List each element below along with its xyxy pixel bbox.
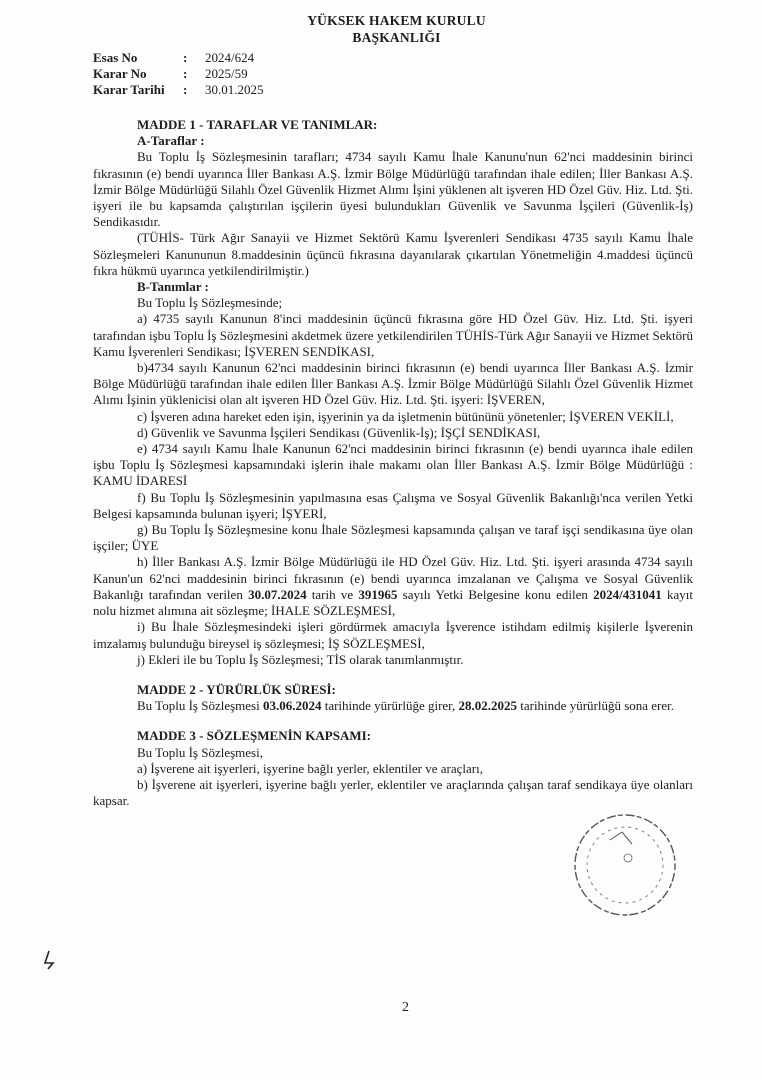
definitions-intro: Bu Toplu İş Sözleşmesinde;: [137, 295, 283, 311]
definition-item: a) 4735 sayılı Kanunun 8'inci maddesinin üçüncü fıkrasına göre HD Özel Güv. Hiz. Ltd. Şti. işyeri tarafından işbu Toplu İş Sözleşmesini akdetmek üzere yetkilendirilen TÜHİS-Türk Ağır Sanayii ve Hizmet Sektörü Kamu İşverenleri Sendikası; İŞVEREN SENDİKASI,: [93, 311, 693, 359]
madde-3-title: MADDE 3 - SÖZLEŞMENİN KAPSAMI:: [137, 728, 372, 744]
registry-number: 2024/431041: [593, 586, 662, 602]
definition-item-i: i) Bu İhale Sözleşmesindeki işleri gördürmek amacıyla İşverence istihdam edilmiş kişilerle İşverenin imzalamış bulunduğu bireysel iş sözleşmesi; İŞ SÖZLEŞMESİ,: [93, 619, 693, 651]
definition-term: İŞVEREN,: [486, 392, 545, 408]
definition-item: b)4734 sayılı Kanunun 62'nci maddesinin birinci fıkrasının (e) bendi uyarınca İller Bankası A.Ş. İzmir Bölge Müdürlüğü tarafından ihale edilen İller Bankası A.Ş. İzmir Bölge Müdürlüğü Silahlı Özel Güvenlik Hizmet Alımı İşinin yüklenicisi olan alt işveren HD Özel Güv. Hiz. Ltd. Şti. işyeri: İŞVEREN,: [93, 360, 693, 408]
definition-item: g) Bu Toplu İş Sözleşmesine konu İhale Sözleşmesi kapsamında çalışan ve taraf işçi sendikasına üye olan işçiler; ÜYE: [93, 522, 693, 554]
definition-term: İŞÇİ SENDİKASI,: [440, 424, 541, 440]
start-date: 03.06.2024: [262, 698, 322, 714]
madde-1-title: MADDE 1 - TARAFLAR VE TANIMLAR:: [137, 117, 378, 132]
end-date: 28.02.2025: [458, 698, 517, 714]
definition-term: İŞVEREN SENDİKASI,: [244, 343, 375, 359]
license-date: 30.07.2024: [248, 586, 307, 602]
meta-sep: :: [183, 66, 188, 81]
paragraph-tuhis-note: (TÜHİS- Türk Ağır Sanayii ve Hizmet Sektörü Kamu İşverenleri Sendikası 4735 sayılı Kamu İhale Sözleşmeleri Kanununun 8.maddesinin üçüncü fıkrasına dayanılarak çıkartılan Yönetmeliğin 4.maddesi üçüncü fıkra hükmü uyarınca yetkilendirilmiştir.): [93, 230, 693, 278]
definition-item: c) İşveren adına hareket eden işin, işyerinin ya da işletmenin bütününü yönetenler; İŞVEREN VEKİLİ,: [137, 408, 674, 424]
definition-item: e) 4734 sayılı Kamu İhale Kanunun 62'nci maddesinin birinci fıkrasının (e) bendi uyarınca ihale edilen işbu Toplu İş Sözleşmesi kapsamındaki işlerin ihale makamı olan İller Bankası A.Ş. İzmir Bölge Müdürlüğü : KAMU İDARESİ: [93, 441, 693, 489]
meta-key: Esas No: [93, 50, 138, 65]
definition-item-j: j) Ekleri ile bu Toplu İş Sözleşmesi; TİS olarak tanımlanmıştır.: [137, 651, 464, 667]
meta-key: Karar Tarihi: [93, 82, 165, 97]
definition-term: İŞVEREN VEKİLİ,: [569, 408, 674, 424]
meta-row-karar: [93, 66, 264, 82]
meta-row-esas: [93, 50, 264, 66]
meta-value: 2024/624: [205, 50, 255, 65]
license-number: 391965: [358, 586, 398, 602]
section-a-title: A-Taraflar :: [137, 133, 205, 149]
definition-item: f) Bu Toplu İş Sözleşmesinin yapılmasına esas Çalışma ve Sosyal Güvenlik Bakanlığı'nca verilen Yetki Belgesi kapsamında bulunan işyeri; İŞYERİ,: [93, 489, 693, 521]
meta-sep: :: [183, 82, 188, 97]
section-b-title: B-Tanımlar :: [137, 279, 209, 295]
paragraph-taraflar: Bu Toplu İş Sözleşmesinin tarafları; 4734 sayılı Kamu İhale Kanunu'nun 62'nci maddesinin birinci fıkrasının (e) bendi uyarınca İller Bankası A.Ş. İzmir Bölge Müdürlüğü tarafından ihale edilen; İller Bankası A.Ş. İzmir Bölge Müdürlüğü Silahlı Özel Güvenlik Hizmet Alımı İşini yüklenen alt işveren HD Özel Güv. Hiz. Ltd. Şti. işyeri ile bu kapsamda çalıştırılan işçilerin üyesi bulundukları Güvenlik ve Savunma İşçileri (Güvenlik-İş) Sendikasıdır.: [93, 149, 693, 230]
meta-key: Karar No: [93, 66, 147, 81]
definition-term: İŞYERİ,: [281, 505, 327, 521]
kapsam-item-a: a) İşverene ait işyerleri, işyerine bağlı yerler, eklentiler ve araçları,: [137, 760, 483, 776]
case-meta: [93, 50, 264, 98]
document-body: [93, 117, 693, 809]
definition-item: d) Güvenlik ve Savunma İşçileri Sendikası (Güvenlik-İş); İŞÇİ SENDİKASI,: [137, 424, 541, 440]
definition-item-h: h) İller Bankası A.Ş. İzmir Bölge Müdürlüğü ile HD Özel Güv. Hiz. Ltd. Şti. işyeri arasında 4734 sayılı Kanun'un 62'nci maddesinin birinci fıkrasının (e) bendi uyarınca imzalanan ve Çalışma ve Sosyal Güvenlik Bakanlığı tarafından verilen 30.07.2024 tarih ve 391965 sayılı Yetki Belgesine konu edilen 2024/431041 kayıt nolu hizmet alımına ait sözleşme; İHALE SÖZLEŞMESİ,: [93, 554, 694, 619]
madde-2-title: MADDE 2 - YÜRÜRLÜK SÜRESİ:: [137, 681, 336, 697]
definition-term: İHALE SÖZLEŞMESİ,: [270, 603, 396, 619]
document-header: [0, 12, 763, 46]
definition-term: ÜYE: [131, 538, 159, 554]
definition-term: KAMU İDARESİ: [93, 473, 188, 489]
header-line-1: YÜKSEK HAKEM KURULU: [307, 13, 486, 28]
meta-row-tarih: [93, 82, 264, 98]
paragraph-yururluk: Bu Toplu İş Sözleşmesi 03.06.2024 tarihinde yürürlüğe girer, 28.02.2025 tarihinde yürürlüğü sona erer.: [137, 698, 675, 714]
header-line-2: BAŞKANLIĞI: [352, 30, 441, 45]
official-stamp-icon: [570, 810, 680, 920]
page-number: 2: [402, 1000, 409, 1015]
kapsam-intro: Bu Toplu İş Sözleşmesi,: [137, 744, 263, 760]
meta-value: 2025/59: [205, 66, 248, 81]
margin-mark-icon: [42, 950, 56, 970]
kapsam-item-b: b) İşverene ait işyerleri, işyerine bağlı yerler, eklentiler ve araçlarında çalışan taraf sendikaya üye olanları kapsar.: [93, 776, 693, 809]
meta-sep: :: [183, 50, 188, 65]
meta-value: 30.01.2025: [205, 82, 264, 97]
